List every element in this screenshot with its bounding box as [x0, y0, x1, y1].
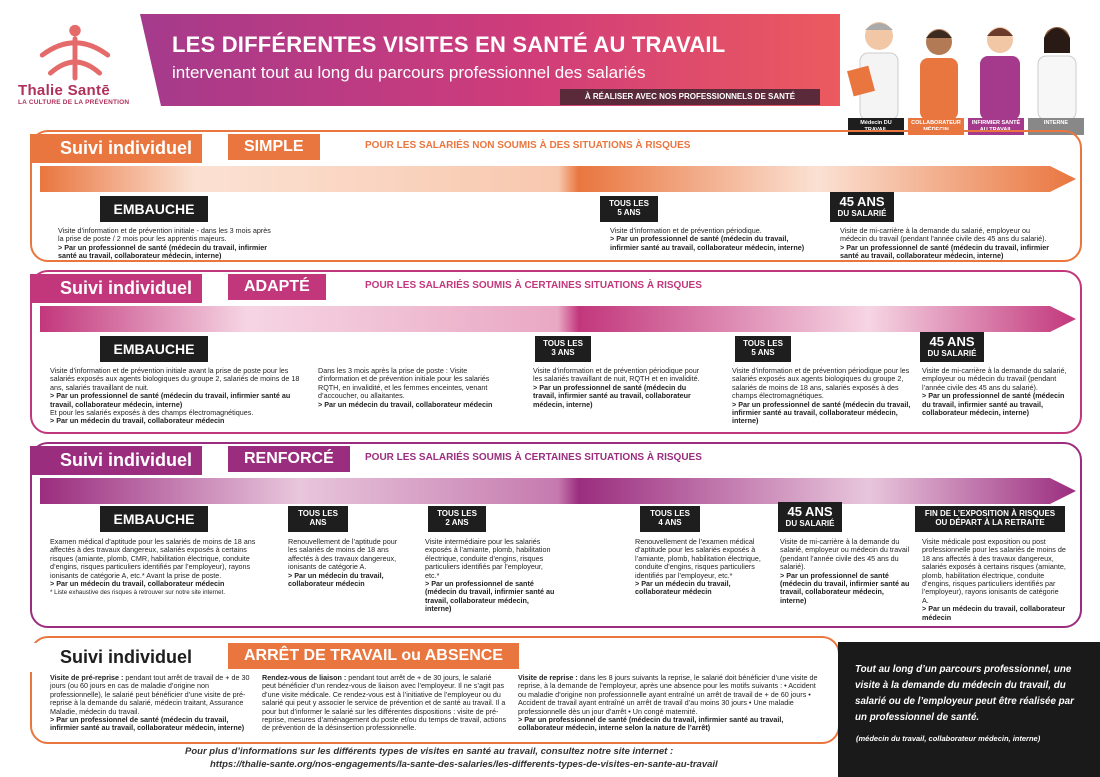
renforce-text-6: Visite médicale post exposition ou post professionnelle pour les salariés de moins de 18 ans affectés à des travaux dangereux, salariés exposés à certains risques (amiante, plomb, habilitation électrique, conduite d’engins, risques particuliers identifiés par l’employeur), rayons ionisants de catégorie A. > Par un médecin du travail, collaborateur médecin: [922, 537, 1066, 622]
simple-arrow: [40, 164, 1080, 194]
simple-marker-5ans: TOUS LES 5 ANS: [600, 196, 658, 222]
legend-collaborateur: COLLABORATEUR MÉDECIN: [908, 118, 964, 135]
simple-desc: POUR LES SALARIÉS NON SOUMIS À DES SITUATIONS À RISQUES: [365, 140, 691, 151]
renforce-marker-4ans: TOUS LES 4 ANS: [640, 506, 700, 532]
page-title: LES DIFFÉRENTES VISITES EN SANTÉ AU TRAVAIL: [172, 32, 726, 57]
logo-icon: [30, 20, 120, 82]
adapte-type: ADAPTÉ: [228, 274, 326, 300]
arret-type: ARRÊT DE TRAVAIL ou ABSENCE: [228, 643, 519, 669]
footer-info: Pour plus d’informations sur les différents types de visites en santé au travail, consultez notre site internet :: [185, 746, 674, 757]
adapte-text-5: Visite de mi-carrière à la demande du salarié, employeur ou médecin du travail (pendant l’année civile des 45 ans du salarié). > Par un professionnel de santé (médecin du travail, infirmier santé au travail, collaborateur médecin, interne): [922, 366, 1067, 418]
adapte-desc: POUR LES SALARIÉS SOUMIS À CERTAINES SITUATIONS À RISQUES: [365, 280, 702, 291]
adapte-marker-3ans: TOUS LES 3 ANS: [535, 336, 591, 362]
legend-interne: INTERNE: [1028, 118, 1084, 135]
simple-type: SIMPLE: [228, 134, 320, 160]
renforce-text-5: Visite de mi-carrière à la demande du salarié, employeur ou médecin du travail (pendant l’année civile des 45 ans du salarié). > Par un professionnel de santé (médecin du travail, infirmier santé au travail, collaborateur médecin, interne): [780, 537, 910, 605]
renforce-text-1: Examen médical d’aptitude pour les salariés de moins de 18 ans affectés à des travaux dangereux, salariés exposés à certains risques (amiante, plomb, CMR, habilitation électrique, conduite d’engins, risques particuliers identifiés par l’employeur), rayons ionisants de catégorie A, etc.* Avant la prise de poste. > Par un médecin du travail, collaborateur médecin * Liste exhaustive des risques à retrouver sur notre site internet.: [50, 537, 256, 597]
adapte-arrow: [40, 304, 1080, 334]
info-box-text: Tout au long d’un parcours professionnel, une visite à la demande du médecin du travail, du salarié ou de l’employeur peut être réalisée par un professionnel de santé.: [855, 664, 1074, 723]
simple-label: Suivi individuel: [30, 134, 202, 163]
arret-label: Suivi individuel: [30, 643, 202, 672]
brand-tagline: LA CULTURE DE LA PRÉVENTION: [18, 99, 130, 106]
simple-text-3: Visite de mi-carrière à la demande du salarié, employeur ou médecin du travail (pendant l’année civile des 45 ans du salarié). > Par un professionnel de santé (médecin du travail, infirmier santé au travail, collaborateur médecin, interne): [840, 226, 1050, 261]
renforce-text-3: Visite intermédiaire pour les salariés exposés à l’amiante, plomb, habilitation électrique, conduite d’engins, risques particuliers identifiés par l’employeur, etc.* > Par un professionnel de santé (médecin du travail, infirmier santé au travail, collaborateur médecin, interne): [425, 537, 555, 614]
simple-marker-embauche: EMBAUCHE: [100, 196, 208, 222]
page-subtitle: intervenant tout au long du parcours professionnel des salariés: [172, 63, 646, 82]
renforce-marker-embauche: EMBAUCHE: [100, 506, 208, 532]
simple-text-2: Visite d’information et de prévention périodique. > Par un professionnel de santé (médecin du travail, infirmier santé au travail, collaborateur médecin, interne): [610, 226, 805, 252]
adapte-text-2: Dans les 3 mois après la prise de poste : Visite d’information et de prévention initiale pour les salariés RQTH, en invalidité, et les femmes enceintes, venant d’accoucher, ou allaitantes. > Par un médecin du travail, collaborateur médecin: [318, 366, 493, 409]
arret-text-3: Visite de reprise : dans les 8 jours suivants la reprise, le salarié doit bénéficier d’une visite de reprise, à la demande de l’employeur, après une absence pour les motifs suivants : • Accident ou maladie d’origine non professionnelle ayant entraîné un arrêt de travail de + de 60 jours • Accident de travail ayant entraîné un arrêt de travail d’au moins 30 jours • Une maladie professionnelle dès un jour d’arrêt • Un congé maternité. > Par un professionnel de santé (médecin du travail, infirmier santé au travail, collaborateur médecin, interne selon la nature de l’arrêt): [518, 673, 818, 733]
renforce-marker-45ans: 45 ANS DU SALARIÉ: [778, 502, 842, 532]
simple-marker-45ans: 45 ANS DU SALARIÉ: [830, 192, 894, 222]
simple-text-1: Visite d’information et de prévention initiale - dans les 3 mois après la prise de poste / 2 mois pour les apprentis majeurs. > Par un professionnel de santé (médecin du travail, infirmier santé au travail, collaborateur médecin, interne): [58, 226, 271, 261]
arret-text-2: Rendez-vous de liaison : pendant tout arrêt de + de 30 jours, le salarié peut bénéficier d’un rendez-vous de liaison avec l’employeur. Il ne s’agit pas d’une visite médicale. Ce rendez-vous est à l’initiative de l’employeur ou du salarié qui peut y associer le service de prévention et de santé au travail. Il a pour but d’informer le salarié sur les différentes dispositions : visite de pré-reprise, mesures d’aménagement du poste et/ou du temps de travail, actions de prévention de la désinsertion professionnelle.: [262, 673, 507, 733]
adapte-label: Suivi individuel: [30, 274, 202, 303]
health-staff-illustration: [840, 8, 1090, 120]
footer-link[interactable]: https://thalie-sante.org/nos-engagements/la-sante-des-salaries/les-differents-types-de-visites-en-sante-au-travail: [210, 759, 718, 770]
info-box-sub: (médecin du travail, collaborateur médecin, interne): [856, 734, 1041, 743]
renforce-text-2: Renouvellement de l’aptitude pour les salariés de moins de 18 ans affectés à des travaux dangereux, ionisants de catégorie A. > Par un médecin du travail, collaborateur médecin: [288, 537, 398, 589]
legend-medecin: Médecin DU TRAVAIL: [848, 118, 904, 135]
adapte-text-3: Visite d’information et de prévention périodique pour les salariés travaillant de nuit, RQTH et en invalidité. > Par un professionnel de santé (médecin du travail, infirmier santé au travail, collaborateur médecin, interne): [533, 366, 700, 409]
arret-text-1: Visite de pré-reprise : pendant tout arrêt de travail de + de 30 jours (ou 60 jours en cas de maladie d’origine non professionnelle), le salarié peut bénéficier d’une visite de pré-reprise à la demande du salarié, médecin traitant, Assurance Maladie, médecin du travail. > Par un professionnel de santé (médecin du travail, infirmier santé au travail, collaborateur médecin, interne): [50, 673, 250, 733]
adapte-text-1: Visite d’information et de prévention initiale avant la prise de poste pour les salariés exposés aux agents biologiques du groupe 2, salariés de moins de 18 ans, salariés travaillant de nuit. > Par un professionnel de santé (médecin du travail, infirmier santé au travail, collaborateur médecin, interne) Et pour les salariés exposés à des champs électromagnétiques. > Par un médecin du travail, collaborateur médecin: [50, 366, 300, 426]
renforce-desc: POUR LES SALARIÉS SOUMIS À CERTAINES SITUATIONS À RISQUES: [365, 452, 702, 463]
renforce-arrow: [40, 476, 1080, 506]
renforce-marker-fin: FIN DE L’EXPOSITION À RISQUES OU DÉPART À LA RETRAITE: [915, 506, 1065, 532]
renforce-text-4: Renouvellement de l’examen médical d’aptitude pour les salariés exposés à l’amiante, plomb, habilitation électrique, conduite d’engins, risques particuliers identifiés par l’employeur, etc.* > Par un médecin du travail, collaborateur médecin: [635, 537, 761, 597]
brand-name: Thalie Santē: [18, 82, 110, 99]
header-note: À RÉALISER AVEC NOS PROFESSIONNELS DE SANTÉ: [560, 89, 820, 105]
legend-infirmier: INFIRMIER SANTÉ AU TRAVAIL: [968, 118, 1024, 135]
adapte-text-4: Visite d’information et de prévention périodique pour les salariés exposés aux agents biologiques du groupe 2, salariés de moins de 18 ans, salariés exposés à des champs électromagnétiques. > Par un professionnel de santé (médecin du travail, infirmier santé au travail, collaborateur médecin, interne): [732, 366, 911, 426]
renforce-label: Suivi individuel: [30, 446, 202, 475]
adapte-marker-5ans: TOUS LES 5 ANS: [735, 336, 791, 362]
renforce-type: RENFORCÉ: [228, 446, 350, 472]
renforce-marker-2ans: TOUS LES 2 ANS: [428, 506, 486, 532]
adapte-marker-45ans: 45 ANS DU SALARIÉ: [920, 332, 984, 362]
adapte-marker-embauche: EMBAUCHE: [100, 336, 208, 362]
renforce-marker-ans: TOUS LES ANS: [288, 506, 348, 532]
